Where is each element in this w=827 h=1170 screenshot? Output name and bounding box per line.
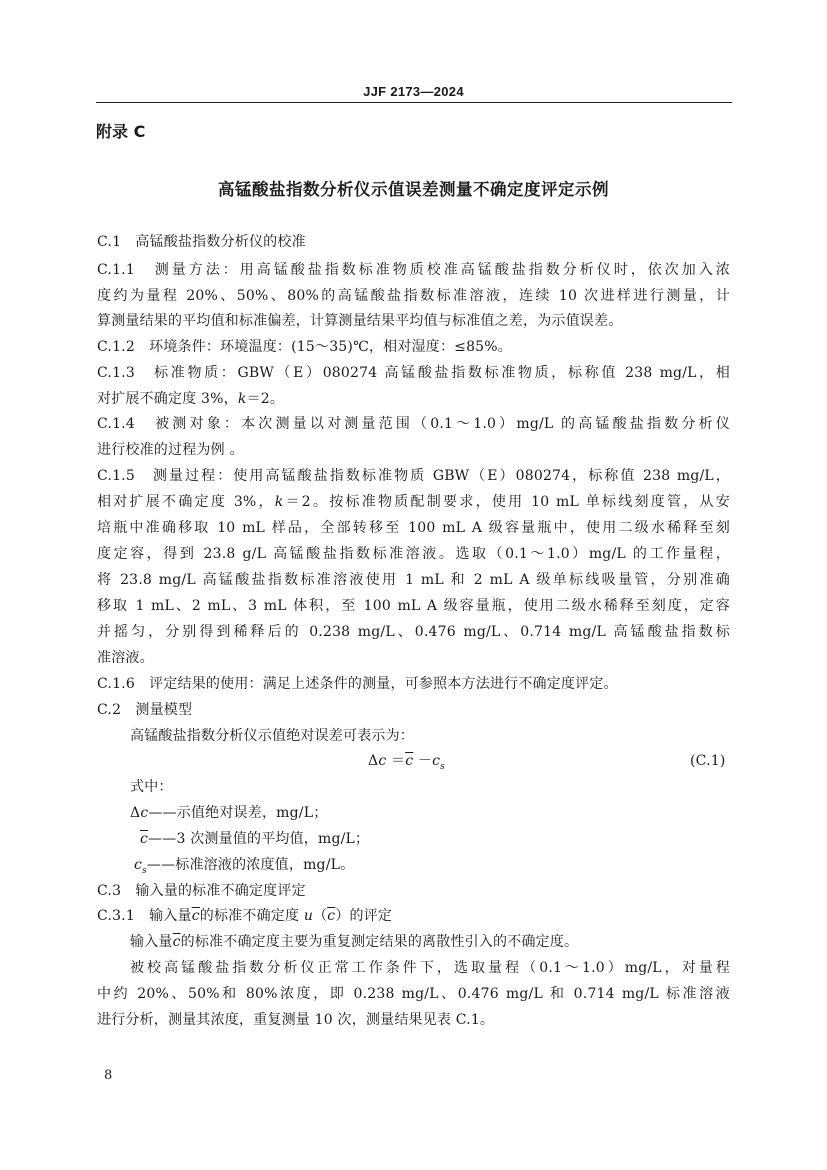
running-header: JJF 2173—2024 (363, 84, 464, 99)
para-c15-line: 并摇匀，分别得到稀释后的 0.238 mg/L、0.476 mg/L、0.714 mg/L 高锰酸盐指数标 (97, 624, 730, 640)
para-c13-line: 对扩展不确定度 3%，k＝2。 (97, 391, 285, 407)
para-c31-line: 进行分析，测量其浓度，重复测量 10 次，测量结果见表 C.1。 (97, 1012, 495, 1028)
para-c11-line: 算测量结果的平均值和标准偏差，计算测量结果平均值与标准值之差，为示值误差。 (97, 313, 623, 329)
para-c11-line: 度约为量程 20%、50%、80%的高锰酸盐指数标准溶液，连续 10 次进样进行测量，计 (97, 288, 730, 304)
para-c15-line: 移取 1 mL、2 mL、3 mL 体积，至 100 mL A 级容量瓶，使用二级水稀释至刻度，定容 (97, 598, 730, 614)
section-heading-c1: C.1 高锰酸盐指数分析仪的校准 (97, 234, 306, 250)
appendix-label: 附录 C (96, 122, 146, 141)
section-heading-c2: C.2 测量模型 (97, 702, 193, 718)
para-c11-line: C.1.1 测量方法：用高锰酸盐指数标准物质校准高锰酸盐指数分析仪时，依次加入浓 (97, 262, 730, 278)
page-title: 高锰酸盐指数分析仪示值误差测量不确定度评定示例 (218, 180, 609, 199)
equation-number: (C.1) (690, 753, 726, 769)
symbol-definition: $\overline{c}——3$ 次测量值的平均值，mg/L； (140, 831, 370, 847)
equation-c1: $\Delta c =\overline{c} -c_s$ (368, 753, 445, 772)
para-c15-line: 度定容，得到 23.8 g/L 高锰酸盐指数标准溶液。选取（0.1～1.0）mg/L 的工作量程， (97, 546, 730, 562)
symbol-definition: Δc——示值绝对误差，mg/L； (130, 805, 328, 821)
para-c15-line: 培瓶中准确移取 10 mL 样品，全部转移至 100 mL A 级容量瓶中，使用二级水稀释至刻 (97, 520, 730, 536)
page-number: 8 (104, 1068, 113, 1083)
para-c14-line: C.1.4 被测对象：本次测量以对测量范围（0.1～1.0）mg/L 的高锰酸盐指数分析仪 (97, 416, 730, 432)
para-c31-line: 中约 20%、50%和 80%浓度，即 0.238 mg/L、0.476 mg/L 和 0.714 mg/L 标准溶液 (97, 986, 730, 1002)
para-c13-line: C.1.3 标准物质：GBW（E）080274 高锰酸盐指数标准物质，标称值 238 mg/L，相 (97, 365, 730, 381)
para-c31-line: 被校高锰酸盐指数分析仪正常工作条件下，选取量程（0.1～1.0）mg/L，对量程 (130, 960, 730, 976)
symbol-definition: $c_s——$标准溶液的浓度值，mg/L。 (134, 857, 355, 876)
para-c14-line: 进行校准的过程为例 。 (97, 442, 244, 458)
section-heading-c3: C.3 输入量的标准不确定度评定 (97, 883, 306, 899)
subsection-heading-c31: C.3.1 输入量$\overline{c}$的标准不确定度 $u(\overline{c})$的评定 (97, 908, 393, 924)
para-c16: C.1.6 评定结果的使用：满足上述条件的测量，可参照本方法进行不确定度评定。 (97, 676, 618, 692)
para-c15-line: 相对扩展不确定度 3%，k＝2。按标准物质配制要求，使用 10 mL 单标线刻度管，从安 (97, 494, 731, 510)
para-c31: 输入量$\overline{c}$的标准不确定度主要为重复测定结果的离散性引入的不确定度。 (130, 934, 579, 950)
para-c15-line: C.1.5 测量过程：使用高锰酸盐指数标准物质 GBW（E）080274，标称值 238 mg/L， (97, 468, 730, 484)
where-label: 式中： (130, 779, 173, 795)
para-c15-line: 准溶液。 (97, 650, 154, 666)
para-c12: C.1.2 环境条件：环境温度：(15～35)℃，相对湿度：≤85%。 (97, 339, 512, 355)
header-rule (96, 102, 732, 103)
para-c15-line: 将 23.8 mg/L 高锰酸盐指数标准溶液使用 1 mL 和 2 mL A 级单标线吸量管，分别准确 (97, 572, 730, 588)
para-c2-intro: 高锰酸盐指数分析仪示值绝对误差可表示为： (130, 728, 414, 744)
